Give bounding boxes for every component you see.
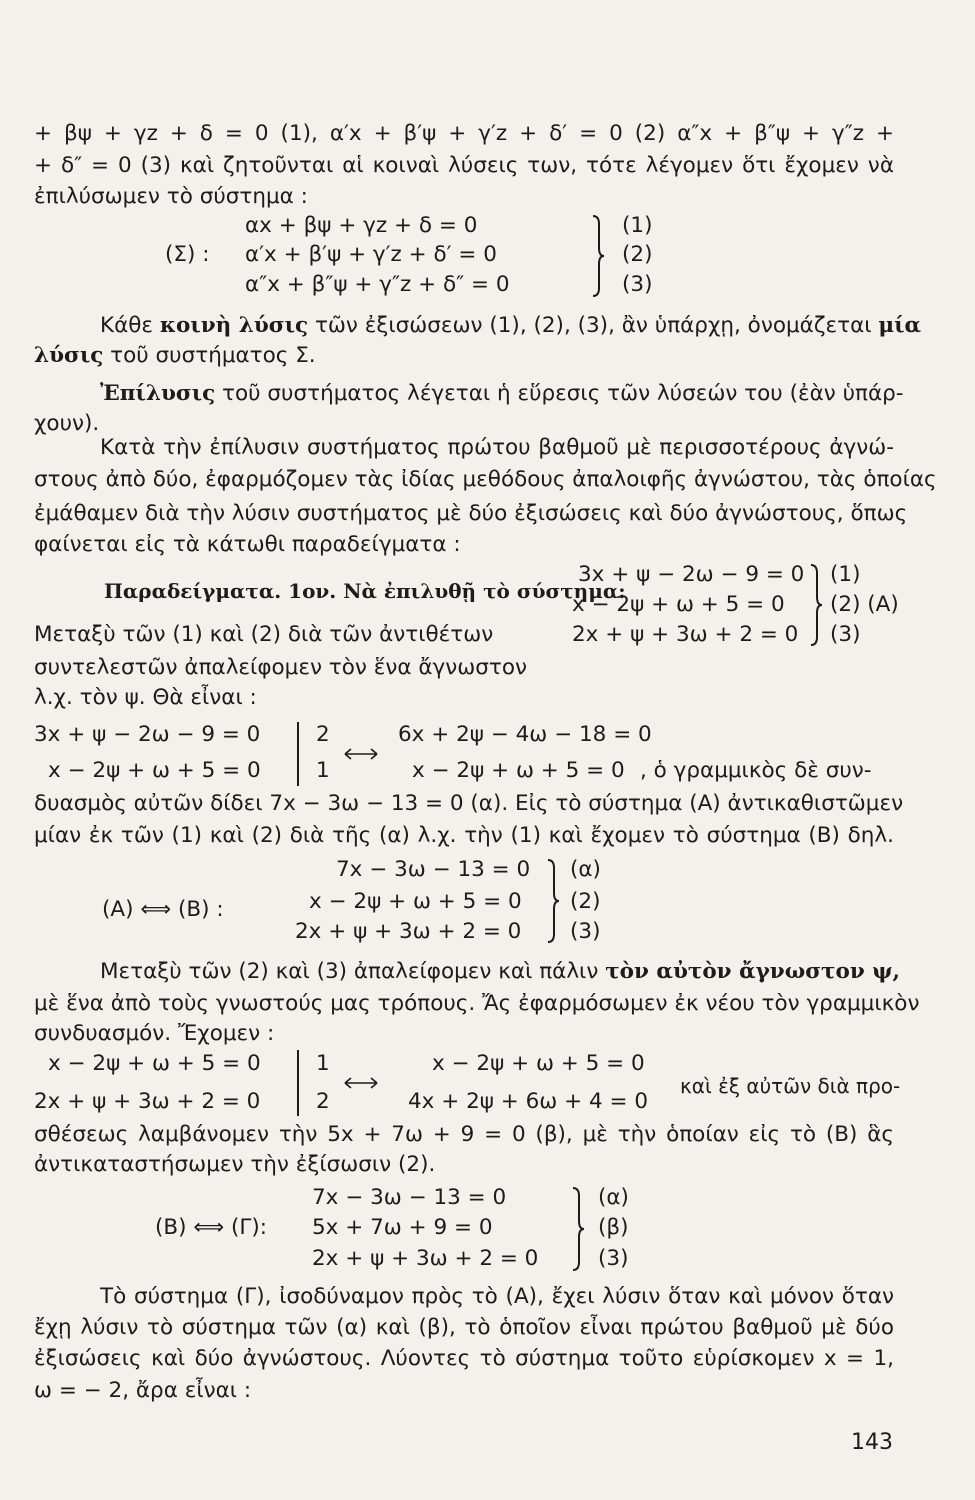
equation-ref: (β) xyxy=(598,1215,629,1240)
page-number: 143 xyxy=(851,1430,893,1455)
text-line: λ.χ. τὸν ψ. Θὰ εἶναι : xyxy=(34,685,257,710)
bold-term: τὸν αὐτὸν ἄγνωστον ψ, xyxy=(605,959,900,984)
text-span: τοῦ συστήματος λέγεται ἡ εὕρεσις τῶν λύσεών του (ἐὰν ὑπάρ- xyxy=(215,381,904,406)
equation-ref: (3) xyxy=(598,1246,629,1271)
equation-ref: (α) xyxy=(570,857,601,882)
equation-ref: (2) xyxy=(570,889,601,914)
equation-ref: (1) xyxy=(622,213,653,238)
equation: 3x + ψ − 2ω − 9 = 0 xyxy=(578,562,805,587)
right-brace-icon xyxy=(545,858,561,944)
equation-ref: (α) xyxy=(598,1185,629,1210)
right-brace-icon xyxy=(808,563,824,647)
text-span: Κάθε xyxy=(100,313,160,338)
text-line xyxy=(34,342,894,370)
equation: 2x + ψ + 3ω + 2 = 0 xyxy=(34,1089,261,1114)
system-label: (B) ⟺ (Γ): xyxy=(155,1215,268,1240)
bold-term: λύσις xyxy=(34,343,104,368)
multiplier: 1 xyxy=(316,1051,330,1076)
text-span: , ὁ γραμμικὸς δὲ συν- xyxy=(640,758,872,783)
equation: x − 2ψ + ω + 5 = 0 xyxy=(432,1051,645,1076)
bold-term: μία xyxy=(878,313,922,338)
right-brace-icon xyxy=(570,1186,586,1272)
text-line: στους ἀπὸ δύο, ἐφαρμόζομεν τὰς ἰδίας μεθόδους ἀπαλοιφῆς ἀγνώστου, τὰς ὁποίας xyxy=(34,467,937,492)
equation-ref: (3) xyxy=(622,272,653,297)
text-line: + δ″ = 0 (3) καὶ ζητοῦνται αἱ κοιναὶ λύσεις των, τότε λέγομεν ὅτι ἔχομεν νὰ xyxy=(34,153,894,178)
text-line: ω = − 2, ἄρα εἶναι : xyxy=(34,1378,252,1403)
system-label: (Σ) : xyxy=(165,242,210,267)
text-line: Κατὰ τὴν ἐπίλυσιν συστήματος πρώτου βαθμοῦ μὲ περισσοτέρους ἀγνώ- xyxy=(100,435,894,460)
multiplier: 2 xyxy=(316,1089,330,1114)
text-line: + βψ + γz + δ = 0 (1), α′x + β′ψ + γ′z + δ′ = 0 (2) α″x + β″ψ + γ″z + xyxy=(34,121,894,146)
text-line: ἔχῃ λύσιν τὸ σύστημα τῶν (α) καὶ (β), τὸ ὁποῖον εἶναι πρώτου βαθμοῦ μὲ δύο xyxy=(34,1315,894,1340)
equation: αx + βψ + γz + δ = 0 xyxy=(245,213,478,238)
bold-term: Ἐπίλυσις xyxy=(100,381,216,406)
equation: x − 2ψ + ω + 5 = 0 xyxy=(572,592,785,617)
equation: 3x + ψ − 2ω − 9 = 0 xyxy=(34,722,261,747)
equation: α″x + β″ψ + γ″z + δ″ = 0 xyxy=(245,272,510,297)
text-line: συνδυασμόν. Ἔχομεν : xyxy=(34,1021,275,1046)
equation: x − 2ψ + ω + 5 = 0 xyxy=(48,758,261,783)
equation: 2x + ψ + 3ω + 2 = 0 xyxy=(572,622,799,647)
text-line: Τὸ σύστημα (Γ), ἰσοδύναμον πρὸς τὸ (A), ἔχει λύσιν ὅταν καὶ μόνον ὅταν xyxy=(100,1284,894,1309)
equivalence-arrow-icon xyxy=(343,748,379,760)
text-line: ἐμάθαμεν διὰ τὴν λύσιν συστήματος μὲ δύο ἐξισώσεις καὶ δύο ἀγνώστους, ὅπως xyxy=(34,501,908,526)
text-span: τοῦ συστήματος Σ. xyxy=(103,343,316,368)
equation: 5x + 7ω + 9 = 0 xyxy=(312,1215,493,1240)
text-line: χουν). xyxy=(34,411,100,436)
text-line: ἐξισώσεις καὶ δύο ἀγνώστους. Λύοντες τὸ σύστημα τοῦτο εὑρίσκομεν x = 1, xyxy=(34,1346,894,1371)
equation-ref: (1) xyxy=(830,562,861,587)
text-line xyxy=(100,312,922,340)
text-line: ἀντικαταστήσωμεν τὴν ἐξίσωσιν (2). xyxy=(34,1152,436,1177)
equation-ref: (2) (A) xyxy=(830,592,899,617)
text-line xyxy=(100,958,900,986)
equation-ref: (2) xyxy=(622,242,653,267)
equation: 6x + 2ψ − 4ω − 18 = 0 xyxy=(398,722,652,747)
text-line: δυασμὸς αὐτῶν δίδει 7x − 3ω − 13 = 0 (α). Εἰς τὸ σύστημα (A) ἀντικαθιστῶμεν xyxy=(34,791,904,816)
text-line: συντελεστῶν ἀπαλείφομεν τὸν ἕνα ἄγνωστον xyxy=(34,655,528,680)
text-line: Μεταξὺ τῶν (1) καὶ (2) διὰ τῶν ἀντιθέτων xyxy=(34,622,494,647)
text-span: τῶν ἐξισώσεων (1), (2), (3), ἂν ὑπάρχῃ, ὀνομάζεται xyxy=(308,313,879,338)
multiplier: 2 xyxy=(316,722,330,747)
equation: 7x − 3ω − 13 = 0 xyxy=(336,857,531,882)
equation: 7x − 3ω − 13 = 0 xyxy=(312,1185,507,1210)
text-line: ἐπιλύσωμεν τὸ σύστημα : xyxy=(34,184,308,209)
text-line xyxy=(100,380,904,408)
text-span: Μεταξὺ τῶν (2) καὶ (3) ἀπαλείφομεν καὶ πάλιν xyxy=(100,959,606,984)
equation-ref: (3) xyxy=(830,622,861,647)
right-brace-icon xyxy=(590,214,606,298)
text-line: σθέσεως λαμβάνομεν τὴν 5x + 7ω + 9 = 0 (β), μὲ τὴν ὁποίαν εἰς τὸ (B) ἃς xyxy=(34,1122,894,1147)
equation: x − 2ψ + ω + 5 = 0 xyxy=(309,889,522,914)
equation: 4x + 2ψ + 6ω + 4 = 0 xyxy=(408,1089,649,1114)
equation: 2x + ψ + 3ω + 2 = 0 xyxy=(295,919,522,944)
equation: x − 2ψ + ω + 5 = 0 xyxy=(412,758,625,783)
text-line: μίαν ἐκ τῶν (1) καὶ (2) διὰ τῆς (α) λ.χ. τὴν (1) καὶ ἔχομεν τὸ σύστημα (B) δηλ. xyxy=(34,823,894,848)
equation: x − 2ψ + ω + 5 = 0 xyxy=(48,1051,261,1076)
system-label: (A) ⟺ (B) : xyxy=(102,897,224,922)
text-span: καὶ ἐξ αὐτῶν διὰ προ- xyxy=(680,1074,901,1098)
equation: α′x + β′ψ + γ′z + δ′ = 0 xyxy=(245,242,497,267)
text-line: μὲ ἕνα ἀπὸ τοὺς γνωστούς μας τρόπους. Ἄς ἐφαρμόσωμεν ἐκ νέου τὸν γραμμικὸν xyxy=(34,991,920,1016)
bold-term: κοινὴ λύσις xyxy=(159,313,309,338)
equivalence-arrow-icon xyxy=(343,1077,379,1089)
equation: 2x + ψ + 3ω + 2 = 0 xyxy=(312,1246,539,1271)
text-line: φαίνεται εἰς τὰ κάτωθι παραδείγματα : xyxy=(34,532,461,557)
examples-heading: Παραδείγματα. 1ον. Νὰ ἐπιλυθῇ τὸ σύστημα: xyxy=(104,579,626,603)
divider-bar xyxy=(297,1050,299,1116)
multiplier: 1 xyxy=(316,758,330,783)
equation-ref: (3) xyxy=(570,919,601,944)
divider-bar xyxy=(297,722,299,786)
